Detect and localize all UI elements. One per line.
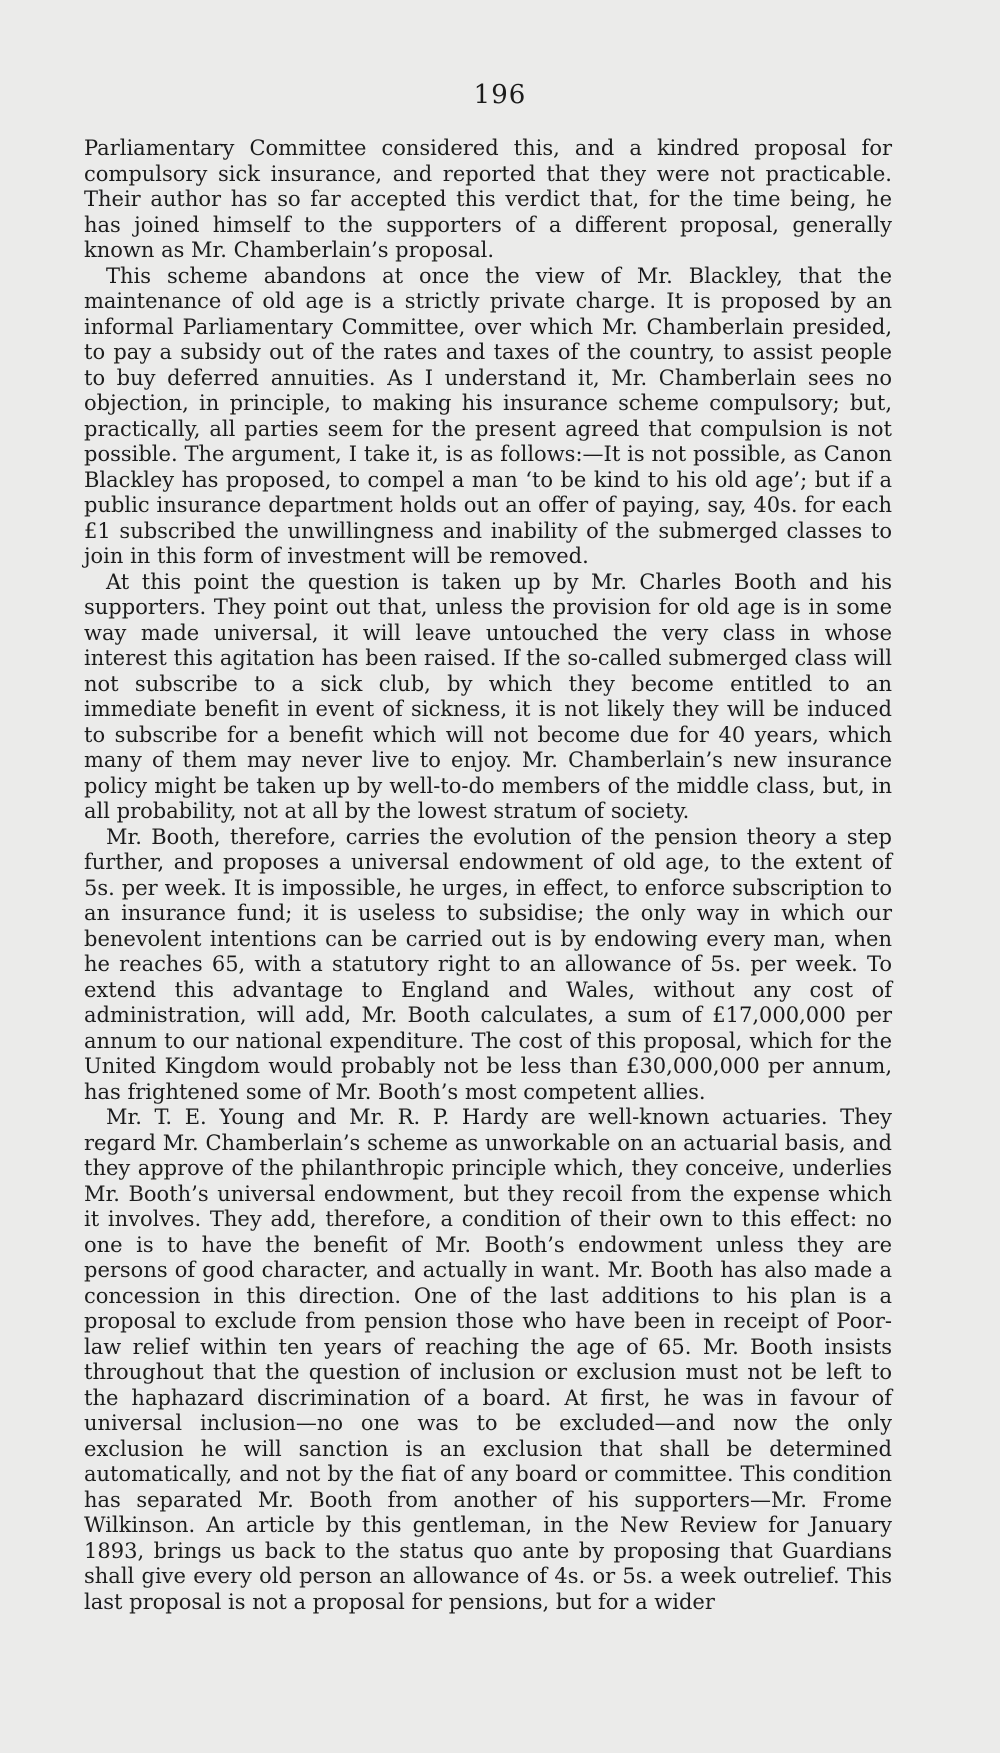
paragraph-2: This scheme abandons at once the view of Mr. Blackley, that the maintenance of old age is a strictly private charge. It is proposed by an informal Parliamentary Committee, over which Mr. Chamberlain presided, to pay a subsidy out of the rates and taxes of the country, to assist people to buy deferred annuities. As I understand it, Mr. Chamberlain sees no objection, in principle, to making his insurance scheme compulsory; but, practically, all parties seem for the present agreed that compulsion is not possible. The argument, I take it, is as follows:—It is not possible, as Canon Blackley has proposed, to compel a man ‘to be kind to his old age’; but if a public insurance department holds out an offer of paying, say, 40s. for each £1 subscribed the unwillingness and inability of the submerged classes to join in this form of investment will be removed. <box>84 263 892 568</box>
paragraph-5: Mr. T. E. Young and Mr. R. P. Hardy are well-known actuaries. They regard Mr. Chamberlain’s scheme as unworkable on an actuarial basis, and they approve of the philanthropic principle which, they conceive, underlies Mr. Booth’s universal endowment, but they recoil from the expense which it involves. They add, therefore, a condition of their own to this effect: no one is to have the benefit of Mr. Booth’s endowment unless they are persons of good character, and actually in want. Mr. Booth has also made a concession in this direction. One of the last additions to his plan is a proposal to exclude from pension those who have been in receipt of Poor-law relief within ten years of reaching the age of 65. Mr. Booth insists throughout that the question of inclusion or exclusion must not be left to the haphazard discrimination of a board. At first, he was in favour of universal inclusion—no one was to be excluded—and now the only exclusion he will sanction is an exclusion that shall be determined automatically, and not by the fiat of any board or committee. This condition has separated Mr. Booth from another of his supporters—Mr. Frome Wilkinson. An article by this gentleman, in the New Review for January 1893, brings us back to the status quo ante by proposing that Guardians shall give every old person an allowance of 4s. or 5s. a week outrelief. This last proposal is not a proposal for pensions, but for a wider <box>84 1105 892 1614</box>
body-text <box>84 136 892 1615</box>
paragraph-3: At this point the question is taken up by Mr. Charles Booth and his supporters. They point out that, unless the provision for old age is in some way made universal, it will leave untouched the very class in whose interest this agitation has been raised. If the so-called submerged class will not subscribe to a sick club, by which they become entitled to an immediate benefit in event of sickness, it is not likely they will be induced to subscribe for a benefit which will not become due for 40 years, which many of them may never live to enjoy. Mr. Chamberlain’s new insurance policy might be taken up by well-to-do members of the middle class, but, in all probability, not at all by the lowest stratum of society. <box>84 569 892 823</box>
paragraph-1: Parliamentary Committee considered this, and a kindred proposal for compulsory sick insurance, and reported that they were not practicable. Their author has so far accepted this verdict that, for the time being, he has joined himself to the supporters of a different proposal, generally known as Mr. Chamberlain’s proposal. <box>84 136 892 262</box>
page-number: 196 <box>473 80 527 110</box>
paragraph-4: Mr. Booth, therefore, carries the evolution of the pension theory a step further, and proposes a universal endowment of old age, to the extent of 5s. per week. It is impossible, he urges, in effect, to enforce subscription to an insurance fund; it is useless to subsidise; the only way in which our benevolent intentions can be carried out is by endowing every man, when he reaches 65, with a statutory right to an allowance of 5s. per week. To extend this advantage to England and Wales, without any cost of administration, will add, Mr. Booth calculates, a sum of £17,000,000 per annum to our national expenditure. The cost of this proposal, which for the United Kingdom would probably not be less than £30,000,000 per annum, has frightened some of Mr. Booth’s most competent allies. <box>84 824 892 1104</box>
